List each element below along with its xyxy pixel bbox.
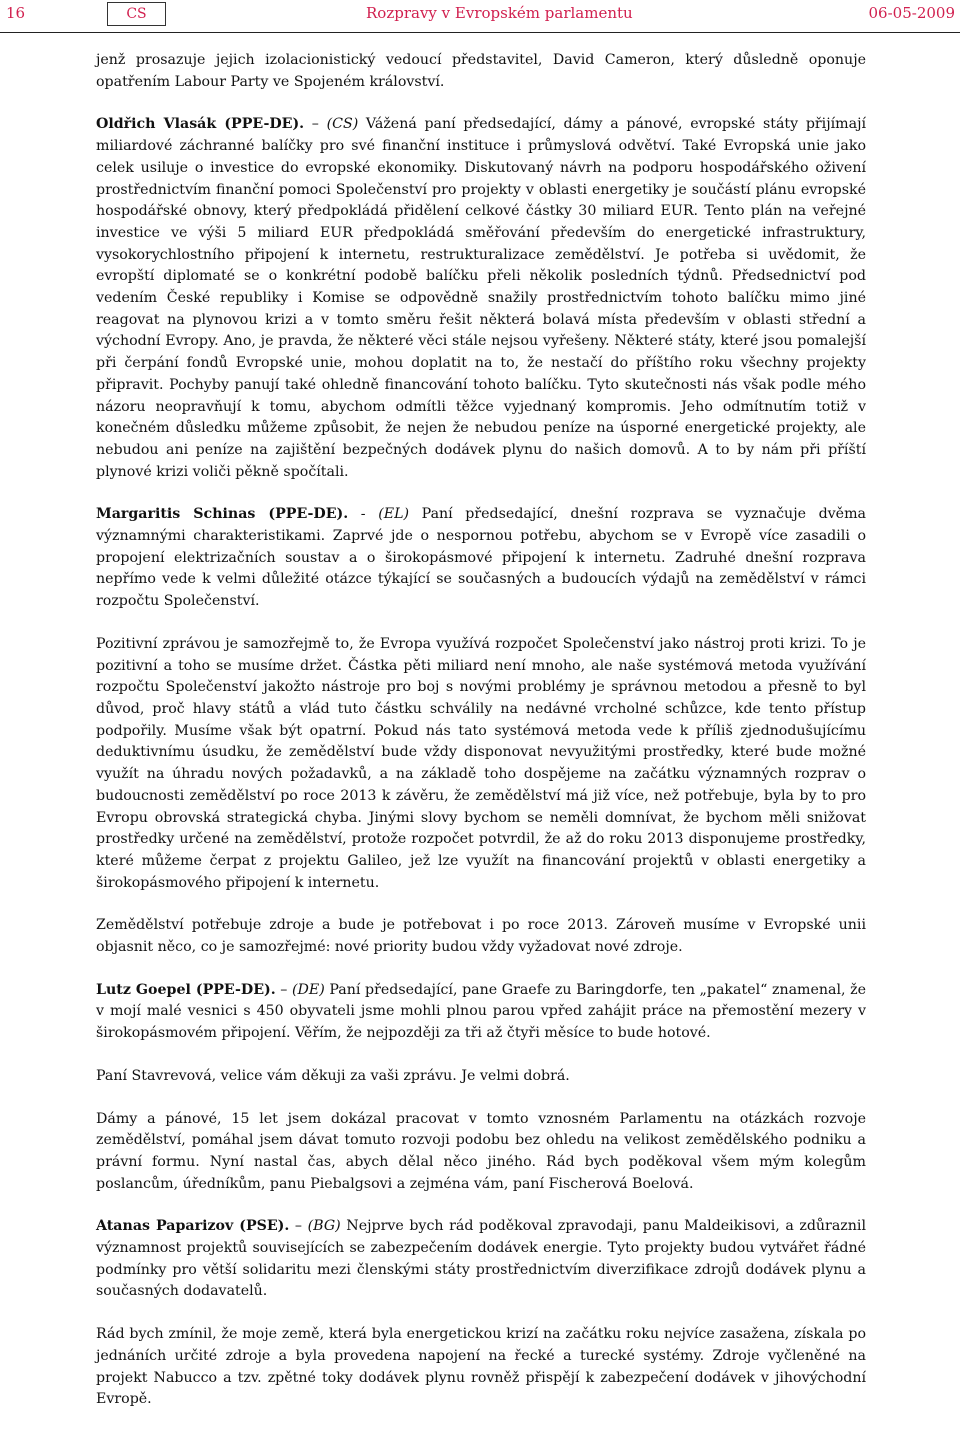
- paragraph-text: jenž prosazuje jejich izolacionistický vedoucí představitel, David Cameron, který důsledně oponuje opatřením Labour Party ve Spojeném království.: [96, 52, 866, 90]
- paragraph-text: Rád bych zmínil, že moje země, která byla energetickou krizí na začátku roku nejvíce zasažena, získala po jednáních určité zdroje a byla provedena napojení na řecké a turecké systémy. Zdroje vyčleněné na projekt Nabucco a tzv. zpětné toky dodávek plynu rovněž přispějí k zabezpečení dodávek v jihovýchodní Evropě.: [96, 1326, 866, 1408]
- paragraph-text: Dámy a pánové, 15 let jsem dokázal pracovat v tomto vznosném Parlamentu na otázkách rozvoje zemědělství, pomáhal jsem dávat tomuto rozvoji podobu bez ohledu na velikost zemědělského podniku a právní formu. Nyní nastal čas, abych dělal něco jiného. Rád bych poděkoval všem mým kolegům poslancům, úředníkům, panu Piebalgsovi a zejména vám, paní Fischerová Boelová.: [96, 1110, 866, 1192]
- paragraph: [96, 50, 866, 93]
- paragraph-text: Paní předsedající, dnešní rozprava se vyznačuje dvěma významnými charakteristikami. Zaprvé jde o nespornou potřebu, abychom se v Evropě více zasadili o propojení elektrizačních soustav a o širokopásmové připojení k internetu. Zadruhé dnešní rozprava nepřímo vede k velmi důležité otázce týkající se současných a budoucích výdajů na zemědělství v rámci rozpočtu Společenství.: [96, 506, 866, 610]
- separator: -: [348, 506, 379, 523]
- speech-paragraph: [96, 980, 866, 1045]
- document-body: [96, 50, 866, 1432]
- page-header: [0, 0, 960, 33]
- running-title: Rozpravy v Evropském parlamentu: [366, 4, 633, 22]
- paragraph-text: Paní Stavrevová, velice vám děkuji za vaši zprávu. Je velmi dobrá.: [96, 1067, 570, 1084]
- speech-paragraph: [96, 114, 866, 483]
- separator: –: [289, 1218, 308, 1235]
- paragraph-text: Nejprve bych rád poděkoval zpravodaji, panu Maldeikisovi, a zdůraznil významnost projektů souvisejících se zabezpečením dodávek energie. Tyto projekty budou vytvářet řádné podmínky pro větší solidaritu mezi členskými státy prostřednictvím diverzifikace zdrojů dodávek plynu a současných dodavatelů.: [96, 1218, 866, 1300]
- speaker-name: Margaritis Schinas (PPE-DE).: [96, 506, 349, 523]
- paragraph-text: Vážená paní předsedající, dámy a pánové, evropské státy přijímají miliardové záchranné balíčky pro své finanční instituce i průmyslová odvětví. Také Evropská unie jako celek usiluje o investice do evropské ekonomiky. Diskutovaný návrh na podporu hospodářského oživení prostřednictvím finanční pomoci Společenství pro projekty v oblasti energetiky je součástí plánu evropské hospodářské obnovy, který předpokládá přidělení celkové částky 30 miliard EUR. Tento plán na veřejné investice ve výši 5 miliard EUR předpokládá směřování především do energetické infrastruktury, vysokorychlostního připojení k internetu, restrukturalizace zemědělství. Je potřeba si uvědomit, že evropští diplomaté se o konkrétní podobě balíčku přeli několik posledních týdnů. Předsednictví pod vedením České republiky i Komise se odpovědně snažily prostřednictvím tohoto balíčku mimo jiné reagovat na plynovou krizi a v tomto směru řešit některá bolavá místa především v oblasti střední a východní Evropy. Ano, je pravda, že některé věci stále nejsou vyřešeny. Některé státy, které jsou pomalejší při čerpání fondů Evropské unie, mohou doplatit na to, že nestačí do příštího roku všechny projekty připravit. Pochyby panují také ohledně financování tohoto balíčku. Tyto skutečnosti nás však podle mého názoru neopravňují k tomu, abychom odmítli těžce vyjednaný kompromis. Jeho odmítnutím totiž v konečném důsledku můžeme způsobit, že nejen že nebudou peníze na úsporné energetické projekty, ale nebudou ani peníze na zajištění bezpečných dodávek plynu do našich domovů. A to by nám při příští plynové krizi voliči pěkně spočítali.: [96, 116, 867, 480]
- page-number: 16: [6, 4, 26, 22]
- paragraph-text: Paní předsedající, pane Graefe zu Baringdorfe, ten „pakatel“ znamenal, že v mojí malé vesnici s 450 obyvateli jsme mohli plnou parou vpřed zahájit práce na přemostění mezery v širokopásmovém připojení. Věřím, že nejpozději za tři až čtyři měsíce to bude hotové.: [96, 981, 866, 1042]
- paragraph: [96, 634, 866, 894]
- speech-paragraph: [96, 1216, 866, 1303]
- language-tag: (EL): [378, 506, 410, 523]
- paragraph: [96, 1324, 866, 1411]
- paragraph: [96, 1109, 866, 1196]
- speech-paragraph: [96, 504, 866, 613]
- paragraph-text: Zemědělství potřebuje zdroje a bude je potřebovat i po roce 2013. Zároveň musíme v Evropské unii objasnit něco, co je samozřejmé: nové priority budou vždy vyžadovat nové zdroje.: [96, 917, 866, 956]
- paragraph-text: Pozitivní zprávou je samozřejmě to, že Evropa využívá rozpočet Společenství jako nástroj proti krizi. To je pozitivní a toho se musíme držet. Částka pěti miliard není mnoho, ale naše systémová metoda využívání rozpočtu Společenství jakožto nástroje pro boj s novými problémy je správnou metodou a přesně to byl důvod, proč hlavy států a vlád tuto částku schválily na nedávné vrcholné schůzce, kde tento přístup podpořily. Musíme však být opatrní. Pokud nás tato systémová metoda vede k příliš zjednodušujícímu deduktivnímu úsudku, že zemědělství bude vždy disponovat nevyužitými prostředky, které bude možné využít na úhradu nových požadavků, a na základě toho dospějeme na začátku významných rozprav o budoucnosti zemědělství po roce 2013 k závěru, že zemědělství má již více, než potřebuje, byla by to pro Evropu obrovská strategická chyba. Jinými slovy bychom se neměli domnívat, že bychom měli snižovat prostředky určené na zemědělství, protože rozpočet potvrdil, že až do roku 2013 disponujeme prostředky, které můžeme čerpat z projektu Galileo, jež lze využít na financování projektů v oblasti energetiky a širokopásmového připojení k internetu.: [96, 635, 866, 891]
- language-tag: (DE): [291, 981, 325, 998]
- paragraph: [96, 1066, 866, 1088]
- language-tag: (BG): [307, 1218, 341, 1235]
- separator: –: [275, 981, 292, 998]
- language-badge: CS: [107, 2, 166, 26]
- separator: –: [304, 116, 327, 133]
- speaker-name: Oldřich Vlasák (PPE-DE).: [96, 116, 305, 133]
- header-date: 06-05-2009: [868, 4, 955, 22]
- speaker-name: Atanas Paparizov (PSE).: [96, 1218, 290, 1235]
- language-tag: (CS): [326, 116, 359, 133]
- paragraph: [96, 915, 866, 958]
- speaker-name: Lutz Goepel (PPE-DE).: [96, 981, 276, 998]
